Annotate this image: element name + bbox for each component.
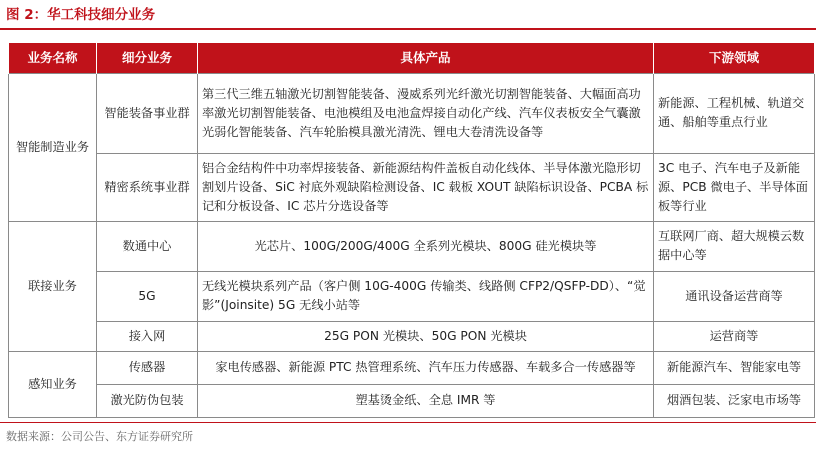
downstream-cell: 运营商等 bbox=[654, 321, 815, 351]
table-header-row bbox=[9, 43, 815, 73]
business-segments-table bbox=[8, 43, 815, 418]
downstream-cell: 新能源汽车、智能家电等 bbox=[654, 351, 815, 384]
products-cell: 25G PON 光模块、50G PON 光模块 bbox=[198, 321, 654, 351]
products-cell: 铝合金结构件中功率焊接装备、新能源结构件盖板自动化线体、半导体激光隐形切割划片设备、SiC 衬底外观缺陷检测设备、IC 载板 XOUT 缺陷标识设备、PCBA 标记和分板设备、IC 芯片分选设备等 bbox=[198, 153, 654, 221]
downstream-cell: 通讯设备运营商等 bbox=[654, 271, 815, 321]
segment-cell: 数通中心 bbox=[97, 221, 198, 271]
segment-cell: 激光防伪包装 bbox=[97, 384, 198, 417]
segment-cell: 智能装备事业群 bbox=[97, 73, 198, 153]
downstream-cell: 3C 电子、汽车电子及新能源、PCB 微电子、半导体面板等行业 bbox=[654, 153, 815, 221]
table-row bbox=[9, 351, 815, 384]
table-row bbox=[9, 153, 815, 221]
segment-cell: 传感器 bbox=[97, 351, 198, 384]
table-row bbox=[9, 73, 815, 153]
products-cell: 家电传感器、新能源 PTC 热管理系统、汽车压力传感器、车载多合一传感器等 bbox=[198, 351, 654, 384]
segment-cell: 5G bbox=[97, 271, 198, 321]
header-downstream: 下游领域 bbox=[654, 43, 815, 73]
table-row bbox=[9, 271, 815, 321]
segment-cell: 接入网 bbox=[97, 321, 198, 351]
products-cell: 无线光模块系列产品（客户侧 10G-400G 传输类、线路侧 CFP2/QSFP-DD）、“觉影”(Joinsite) 5G 无线小站等 bbox=[198, 271, 654, 321]
table-row bbox=[9, 384, 815, 417]
header-business-name: 业务名称 bbox=[9, 43, 97, 73]
title-divider bbox=[0, 28, 816, 30]
products-cell: 第三代三维五轴激光切割智能装备、漫威系列光纤激光切割智能装备、大幅面高功率激光切割智能装备、电池模组及电池盒焊接自动化产线、汽车仪表板安全气囊激光弱化智能装备、汽车轮胎模具激光清洗、锂电大卷清洗设备等 bbox=[198, 73, 654, 153]
downstream-cell: 新能源、工程机械、轨道交通、船舶等重点行业 bbox=[654, 73, 815, 153]
header-segment: 细分业务 bbox=[97, 43, 198, 73]
business-name-cell: 感知业务 bbox=[9, 351, 97, 417]
data-source-note: 数据来源：公司公告、东方证券研究所 bbox=[6, 430, 193, 443]
figure-title: 图 2：华工科技细分业务 bbox=[6, 7, 156, 23]
footer-divider bbox=[0, 422, 816, 423]
business-name-cell: 联接业务 bbox=[9, 221, 97, 351]
business-name-cell: 智能制造业务 bbox=[9, 73, 97, 221]
products-cell: 塑基烫金纸、全息 IMR 等 bbox=[198, 384, 654, 417]
header-products: 具体产品 bbox=[198, 43, 654, 73]
downstream-cell: 烟酒包装、泛家电市场等 bbox=[654, 384, 815, 417]
downstream-cell: 互联网厂商、超大规模云数据中心等 bbox=[654, 221, 815, 271]
table-row bbox=[9, 321, 815, 351]
table-row bbox=[9, 221, 815, 271]
products-cell: 光芯片、100G/200G/400G 全系列光模块、800G 硅光模块等 bbox=[198, 221, 654, 271]
segment-cell: 精密系统事业群 bbox=[97, 153, 198, 221]
